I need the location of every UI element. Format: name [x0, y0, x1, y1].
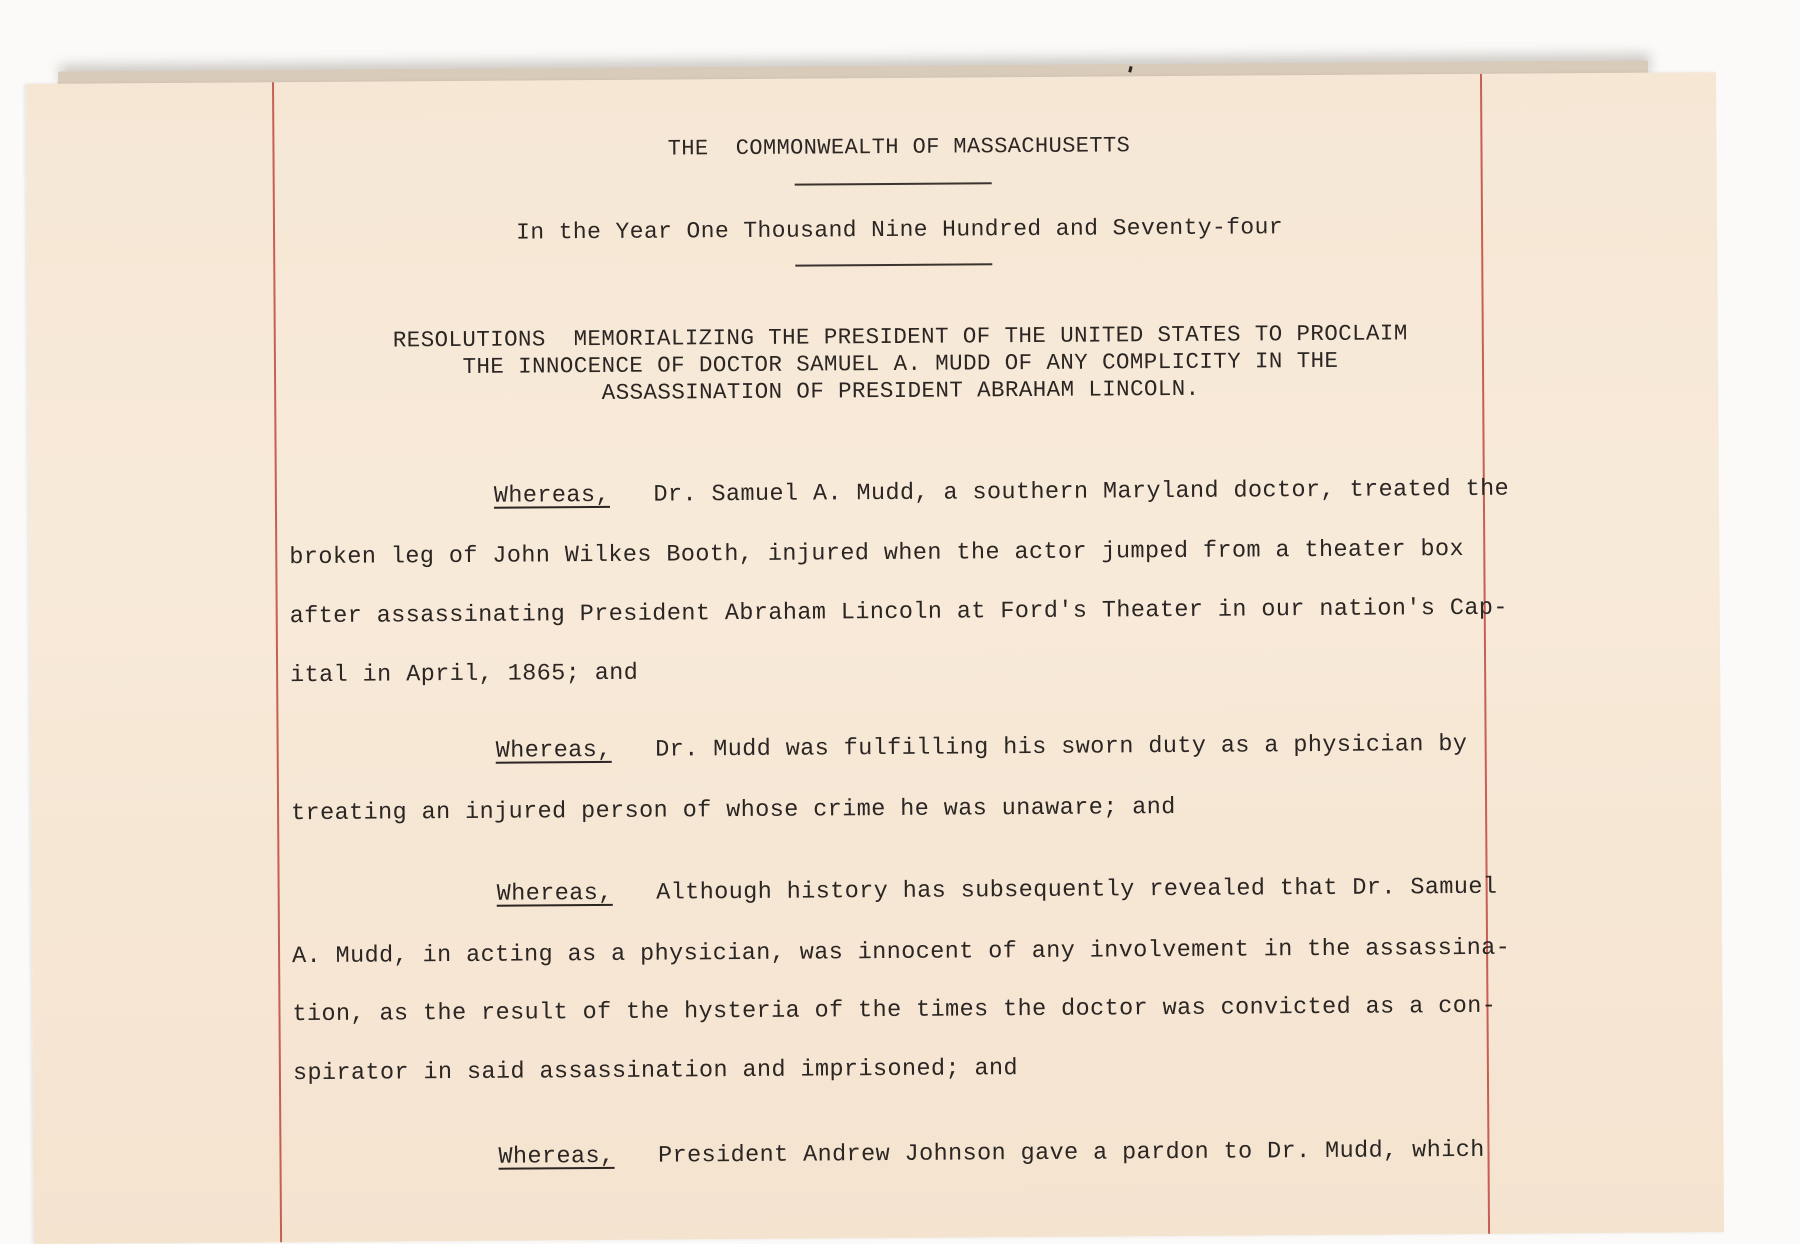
paragraph-line: spirator in said assassination and imprisoned; and	[292, 1055, 1019, 1088]
right-margin-line	[1480, 74, 1490, 1234]
whereas-lead: Whereas,	[496, 879, 613, 908]
resolution-title	[288, 320, 1514, 410]
whereas-lead: Whereas,	[498, 1142, 615, 1171]
title-line: RESOLUTIONS MEMORIALIZING THE PRESIDENT OF THE UNITED STATES TO PROCLAIM	[392, 320, 1408, 354]
paragraph-text: Dr. Mudd was fulfilling his sworn duty as a physician by	[655, 730, 1468, 764]
paragraph-first-line	[494, 476, 1509, 510]
paragraph-line: after assassinating President Abraham Lincoln at Ford's Theater in our nation's Cap-	[289, 594, 1508, 631]
paragraph-line: broken leg of John Wilkes Booth, injured when the actor jumped from a theater box	[289, 535, 1465, 572]
paragraph-text: President Andrew Johnson gave a pardon to Dr. Mudd, which	[657, 1136, 1485, 1170]
header-rule	[795, 182, 992, 185]
paragraph-text: Dr. Samuel A. Mudd, a southern Maryland doctor, treated the	[653, 475, 1510, 509]
whereas-lead: Whereas,	[493, 481, 611, 510]
commonwealth-header: THE COMMONWEALTH OF MASSACHUSETTS	[667, 133, 1131, 162]
paragraph-line: tion, as the result of the hysteria of the times the doctor was convicted as a con-	[292, 992, 1497, 1029]
paragraph-first-line	[497, 874, 1498, 908]
document-page	[26, 72, 1724, 1244]
paragraph-line: A. Mudd, in acting as a physician, was innocent of any involvement in the assassina-	[292, 934, 1511, 971]
paragraph-line: treating an injured person of whose crime he was unaware; and	[291, 793, 1176, 828]
year-line: In the Year One Thousand Nine Hundred and Seventy-four	[515, 214, 1284, 246]
whereas-lead: Whereas,	[495, 736, 612, 765]
title-line: THE INNOCENCE OF DOCTOR SAMUEL A. MUDD OF ANY COMPLICITY IN THE	[462, 347, 1339, 380]
paragraph-line: ital in April, 1865; and	[290, 659, 639, 690]
year-rule	[795, 263, 992, 266]
left-margin-line	[272, 82, 282, 1242]
paragraph-text: Although history has subsequently revealed that Dr. Samuel	[656, 873, 1498, 907]
paragraph-first-line	[498, 1137, 1484, 1171]
title-line: ASSASSINATION OF PRESIDENT ABRAHAM LINCOLN.	[601, 375, 1200, 406]
paragraph-first-line	[496, 731, 1468, 765]
